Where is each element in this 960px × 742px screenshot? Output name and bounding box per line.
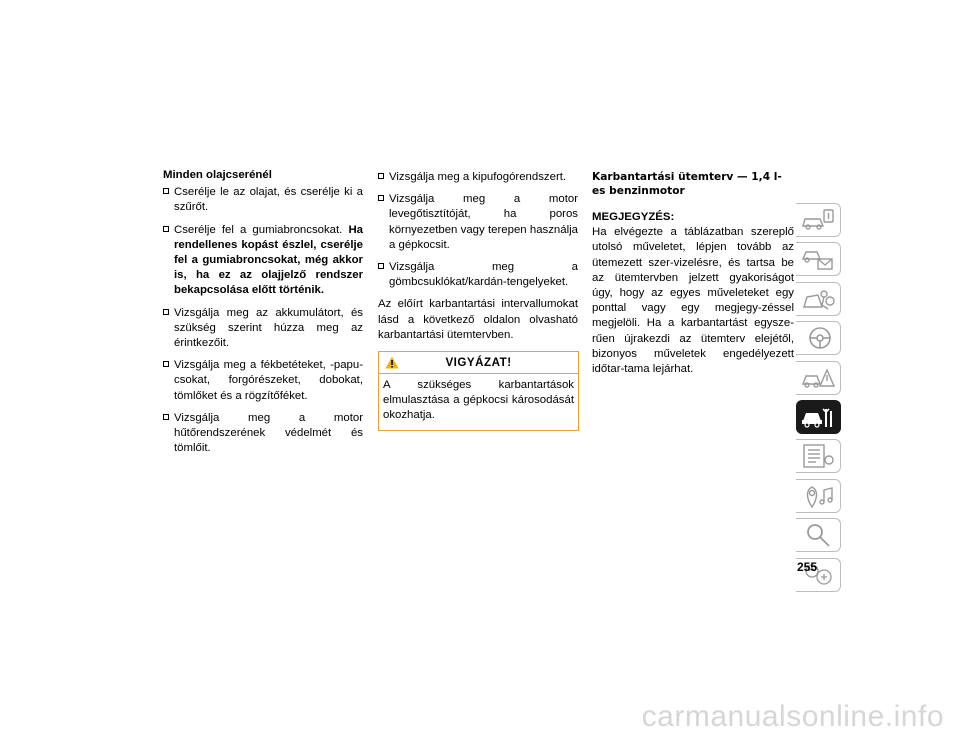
note-label: MEGJEGYZÉS: <box>592 211 675 223</box>
footer-watermark: carmanualsonline.info <box>641 700 944 733</box>
chapter-tab-active[interactable] <box>796 400 841 434</box>
chapter-tab[interactable] <box>796 361 841 395</box>
column-right <box>592 170 794 377</box>
checkbox-icon <box>163 226 169 232</box>
chapter-tab-bar <box>796 203 842 597</box>
chapter-tab[interactable] <box>796 479 841 513</box>
checkbox-icon <box>163 414 169 420</box>
checkbox-icon <box>378 173 384 179</box>
chapter-tab[interactable] <box>796 518 841 552</box>
magnifier-index-icon <box>800 521 836 549</box>
column-middle <box>378 170 578 431</box>
list-item: Cserélje le az olajat, és cserélje ki a szűrőt. <box>163 185 363 215</box>
steering-wheel-icon <box>800 324 836 352</box>
note-text: Ha elvégezte a táblázatban szereplő utolsó műveletet, lépjen tovább az ütemezett szer-vizelésre, és tartsa be az ütemtervben jelzett gyakoriságot úgy, hogy az egyes műveleteket egy ponttal vagy egy megjegy-zéssel megjelöli. Ha a karbantartást egysze-rűen újrakezdi az ütemterv elejétől, bizonyos műveletek engedélyezett időtar-tama lejárhat. <box>592 226 794 376</box>
specifications-list-icon <box>800 442 836 470</box>
checkbox-icon <box>163 361 169 367</box>
list-item: Vizsgálja meg a motor hűtőrendszerének védelmét és tömlőit. <box>163 411 363 457</box>
warning-title: VIGYÁZAT! <box>445 356 512 370</box>
list-item: Vizsgálja meg az akkumulátort, és szükség szerint húzza meg az érintkezőit. <box>163 306 363 352</box>
column-left <box>163 168 363 463</box>
list-item: Cserélje fel a gumiabroncsokat. Ha rendellenes kopást észlel, cserélje fel a gumiabroncsokat, még akkor is, ha ez az olajjelző rendszer bekapcsolása előtt történik. <box>163 223 363 299</box>
map-pin-music-icon <box>800 482 836 510</box>
warning-text: A szükséges karbantartások elmulasztása a gépkocsi károsodását okozhatja. <box>383 379 574 422</box>
checkbox-icon <box>163 309 169 315</box>
chapter-tab[interactable] <box>796 242 841 276</box>
car-envelope-icon <box>800 245 836 273</box>
checklist <box>163 185 363 456</box>
list-item: Vizsgálja meg a kipufogórendszert. <box>378 170 578 185</box>
car-service-tools-icon <box>800 403 836 431</box>
list-item: Vizsgálja meg a fékbetéteket, -papu-csokat, forgórészeket, dobokat, tömlőket és a rögzítőféket. <box>163 358 363 404</box>
warning-box <box>378 351 579 431</box>
list-item: Vizsgálja meg a gömbcsuklókat/kardán-tengelyeket. <box>378 260 578 290</box>
checkbox-icon <box>163 188 169 194</box>
section-heading: Minden olajcserénél <box>163 169 272 181</box>
car-airbag-icon <box>800 285 836 313</box>
chapter-tab[interactable] <box>796 282 841 316</box>
list-item: Vizsgálja meg a motor levegőtisztítóját, ha poros környezetben vagy terepen használja a gépkocsit. <box>378 192 578 253</box>
page-number: 255 <box>797 560 818 574</box>
checklist <box>378 170 578 290</box>
schedule-reference-paragraph: Az előírt karbantartási intervallumokat lásd a következő oldalon olvasható karbantartási ütemtervben. <box>378 298 578 341</box>
chapter-tab[interactable] <box>796 439 841 473</box>
car-info-icon <box>800 206 836 234</box>
checkbox-icon <box>378 195 384 201</box>
chapter-tab[interactable] <box>796 321 841 355</box>
section-title: Karbantartási ütemterv — 1,4 l-es benzinmotor <box>592 171 782 197</box>
checkbox-icon <box>378 263 384 269</box>
warning-header <box>379 352 578 374</box>
chapter-tab[interactable] <box>796 203 841 237</box>
car-crash-warning-icon <box>800 364 836 392</box>
